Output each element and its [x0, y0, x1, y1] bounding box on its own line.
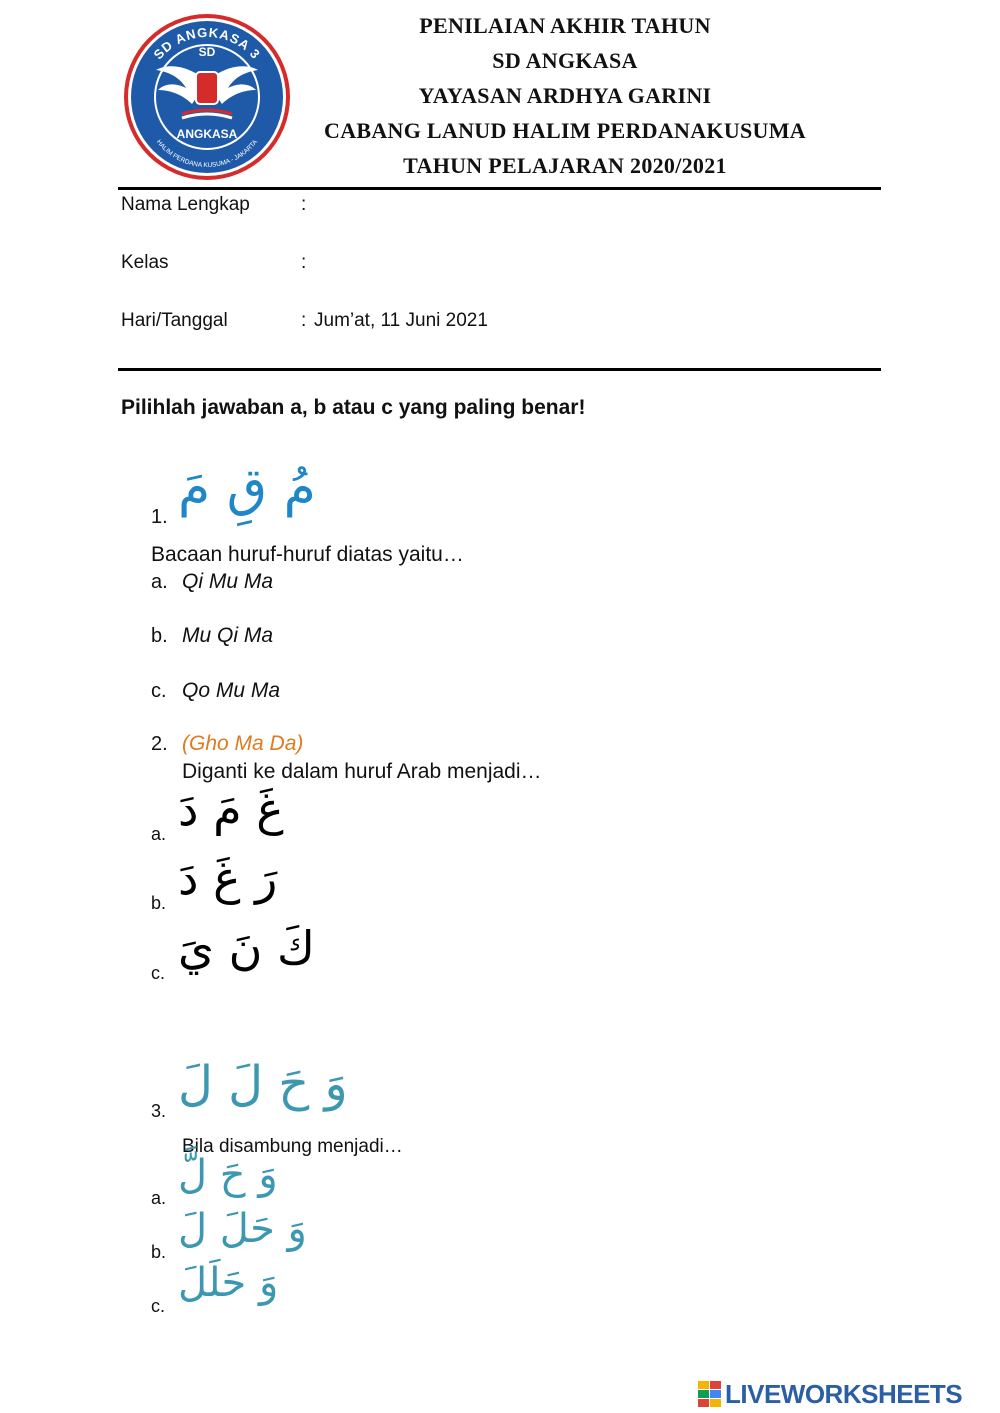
question-3-option-c[interactable]: وَ حَلَلَ [178, 1260, 279, 1306]
field-label-kelas: Kelas [121, 252, 169, 273]
liveworksheets-logo-icon [698, 1381, 722, 1407]
field-colon-kelas: : [301, 252, 307, 273]
question-2-number: 2. [151, 733, 168, 755]
logo-bottom-text: ANGKASA [176, 127, 238, 141]
liveworksheets-brand-text: LIVEWORKSHEETS [725, 1378, 963, 1409]
question-2-prompt: Diganti ke dalam huruf Arab menjadi… [182, 760, 542, 783]
header-divider [118, 187, 881, 190]
question-3-option-a-letter: a. [151, 1188, 167, 1208]
question-1-option-b-letter: b. [151, 625, 168, 647]
field-label-nama: Nama Lengkap [121, 194, 250, 215]
question-1-option-a-letter: a. [151, 571, 168, 593]
header-line-4: CABANG LANUD HALIM PERDANAKUSUMA [324, 118, 806, 143]
logo-center-text: SD [198, 45, 216, 59]
logo-emblem-icon [122, 12, 292, 182]
question-1-option-a[interactable]: Qi Mu Ma [182, 570, 274, 593]
question-3-arabic: وَ حَ لَ لَ [178, 1056, 348, 1112]
question-2-option-c-letter: c. [151, 963, 166, 983]
question-3-option-c-letter: c. [151, 1296, 166, 1316]
liveworksheets-brand [698, 1378, 996, 1410]
question-1-option-c[interactable]: Qo Mu Ma [182, 679, 281, 702]
question-2-option-b[interactable]: رَ غَ دَ [178, 851, 278, 905]
question-1-prompt: Bacaan huruf-huruf diatas yaitu… [151, 543, 464, 566]
header-line-3: YAYASAN ARDHYA GARINI [418, 83, 712, 108]
question-3-number: 3. [151, 1101, 167, 1121]
header-line-5: TAHUN PELAJARAN 2020/2021 [403, 153, 727, 178]
field-label-hari-tanggal: Hari/Tanggal [121, 310, 228, 331]
field-colon-nama: : [301, 194, 307, 215]
question-1-arabic: مُ قِ مَ [178, 458, 316, 518]
question-3-option-b[interactable]: وَ حَلَ لَ [178, 1206, 307, 1252]
instruction-text: Pilihlah jawaban a, b atau c yang paling benar! [121, 396, 586, 419]
question-3-prompt: Bila disambung menjadi… [182, 1136, 403, 1157]
question-2-option-a[interactable]: غَ مَ دَ [178, 782, 284, 836]
question-1-option-b[interactable]: Mu Qi Ma [182, 624, 274, 647]
field-colon-hari-tanggal: : [301, 310, 307, 331]
field-value-hari-tanggal: Jum’at, 11 Juni 2021 [314, 310, 488, 331]
question-1-option-c-letter: c. [151, 680, 167, 702]
question-3-option-b-letter: b. [151, 1242, 167, 1262]
header-line-2: SD ANGKASA [492, 48, 638, 73]
question-2-option-a-letter: a. [151, 824, 167, 844]
question-2-latin: (Gho Ma Da) [182, 732, 304, 755]
logo-top-text: SD ANGKASA 3 [150, 24, 264, 63]
fields-divider [118, 368, 881, 371]
logo-ring-text: HALIM PERDANA KUSUMA - JAKARTA [155, 138, 259, 170]
header-line-1: PENILAIAN AKHIR TAHUN [419, 13, 711, 38]
question-3-option-a[interactable]: وَ حَ لَّ [178, 1152, 278, 1198]
question-2-option-c[interactable]: كَ نَ يَ [178, 921, 315, 975]
question-1-number: 1. [151, 506, 168, 528]
school-logo [122, 12, 292, 182]
question-2-option-b-letter: b. [151, 893, 167, 913]
